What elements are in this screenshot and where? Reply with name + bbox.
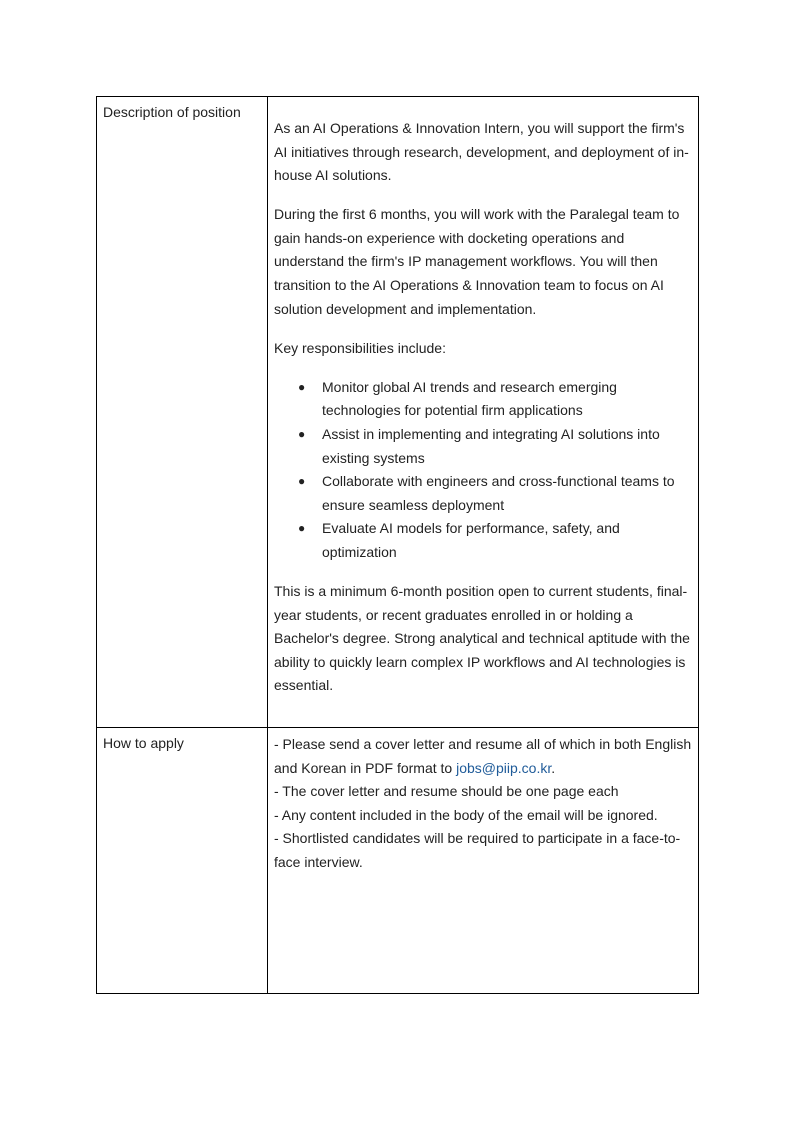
eligibility-paragraph: This is a minimum 6-month position open to current students, final-year students, or recent graduates enrolled in or holding a Bachelor's degree. Strong analytical and technical aptitude with the ability to quickly learn complex IP workflows and AI technologies is essential.: [274, 583, 690, 694]
responsibilities-list: [274, 376, 692, 565]
email-link[interactable]: jobs@piip.co.kr: [456, 759, 552, 776]
bullet-icon: ●: [298, 474, 306, 489]
list-item-text: Monitor global AI trends and research emerging technologies for potential firm applications: [322, 378, 617, 419]
row-label-how-to-apply: How to apply: [103, 735, 184, 751]
bullet-icon: ●: [298, 427, 306, 442]
list-item-text: Evaluate AI models for performance, safety, and optimization: [322, 520, 620, 560]
list-item-text: Collaborate with engineers and cross-functional teams to ensure seamless deployment: [322, 473, 675, 513]
job-posting-table: [96, 96, 699, 994]
apply-page-limit-line: - The cover letter and resume should be one page each: [274, 783, 619, 800]
apply-content: [268, 728, 698, 875]
apply-instruction-line: [274, 733, 692, 780]
list-item-text: Assist in implementing and integrating AI solutions into existing systems: [322, 426, 660, 466]
row-label-description: Description of position: [103, 104, 241, 120]
apply-instruction-text: - Please send a cover letter and resume all of which in both English and Korean in PDF format to: [274, 736, 692, 776]
content-cell-how-to-apply: [268, 728, 699, 994]
bullet-icon: ●: [298, 379, 306, 394]
apply-email-body-line: - Any content included in the body of the email will be ignored.: [274, 806, 658, 823]
label-cell-description: [97, 97, 268, 728]
list-item: [274, 423, 692, 470]
table-row-how-to-apply: [97, 728, 699, 994]
apply-interview-line: - Shortlisted candidates will be required to participate in a face-to-face interview.: [274, 830, 681, 870]
content-cell-description: [268, 97, 699, 728]
label-cell-how-to-apply: [97, 728, 268, 994]
apply-instruction-period: .: [551, 759, 556, 776]
responsibilities-heading: Key responsibilities include:: [274, 339, 446, 356]
description-intro-paragraph: As an AI Operations & Innovation Intern, you will support the firm's AI initiatives through research, development, and deployment of in-house AI solutions.: [274, 120, 689, 184]
table-row-description: [97, 97, 699, 728]
list-item: [274, 376, 692, 423]
description-rotation-paragraph: During the first 6 months, you will work with the Paralegal team to gain hands-on experience with docketing operations and understand the firm's IP management workflows. You will then transition to the AI Operations & Innovation team to focus on AI solution development and implementation.: [274, 206, 680, 317]
list-item: [274, 517, 692, 564]
description-content: [268, 97, 698, 698]
list-item: [274, 470, 692, 517]
bullet-icon: ●: [298, 521, 306, 536]
